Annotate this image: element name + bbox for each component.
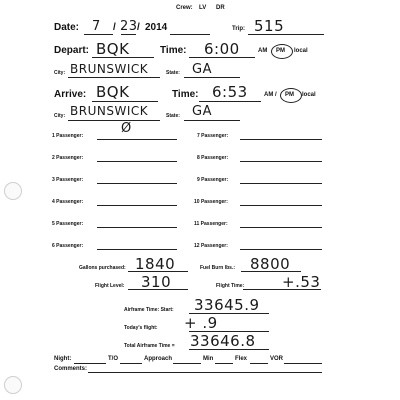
todays-flight-value: + .9 [184,314,218,332]
comments-label: Comments: [54,366,88,372]
passenger-8-label: 8 Passenger: [197,155,229,161]
date-day: 23 [120,19,138,34]
passenger-6-label: 6 Passenger: [52,243,84,249]
passenger-7-label: 7 Passenger: [197,133,229,139]
arrive-state-label: State: [166,113,180,119]
to-label: T/O [108,356,118,362]
depart-label: Depart: [54,45,90,56]
depart-am: AM [258,48,268,54]
passenger-12-label: 12 Passenger: [194,243,228,249]
date-sep: / [137,22,140,33]
arrive-label: Arrive: [54,89,87,100]
depart-airport: BQK [96,40,130,58]
passenger-10-label: 10 Passenger: [194,199,228,205]
todays-flight-label: Today's flight: [124,325,158,331]
flight-level-value: 310 [141,273,172,291]
depart-state-value: GA [192,62,212,77]
binder-hole [4,182,22,200]
airframe-start-value: 33645.9 [194,296,260,314]
total-airframe-label: Total Airframe Time = [124,343,175,349]
binder-hole [4,376,22,394]
passenger-9-label: 9 Passenger: [197,177,229,183]
gallons-purchased-value: 1840 [135,255,176,273]
date-year: 2014 [145,22,168,33]
crew-label: Crew: [176,5,193,11]
arrive-time-value: 6:53 [212,83,248,101]
depart-local: local [294,48,308,54]
min-label: Min [203,356,214,362]
flight-level-label: Flight Level: [95,283,125,289]
airframe-start-label: Airframe Time: Start: [124,307,174,313]
crew-lv: LV [199,5,207,11]
passenger-2-label: 2 Passenger: [52,155,84,161]
total-airframe-value: 33646.8 [190,332,256,350]
arrive-airport: BQK [96,83,130,101]
date-month: 7 [92,19,101,34]
vor-label: VOR [270,356,284,362]
depart-time-label: Time: [160,45,187,56]
crew-dr: DR [216,5,225,11]
passenger-1-mark: Ø [121,121,132,136]
approach-label: Approach [144,356,173,362]
passenger-3-label: 3 Passenger: [52,177,84,183]
fuel-burn-value: 8800 [250,255,291,273]
arrive-time-label: Time: [172,89,199,100]
depart-pm: PM [276,48,285,54]
depart-city-label: City: [54,70,66,76]
passenger-1-label: 1 Passenger: [52,133,84,139]
date-sep: / [113,22,116,33]
trip-label: Trip: [232,26,245,32]
night-label: Night: [54,356,72,362]
arrive-city-label: City: [54,113,66,119]
gallons-purchased-label: Gallons purchased: [79,265,126,271]
flight-time-value: +.53 [282,273,321,291]
date-label: Date: [54,22,80,33]
arrive-city-value: BRUNSWICK [70,104,149,118]
passenger-5-label: 5 Passenger: [52,221,84,227]
arrive-state-value: GA [192,104,212,119]
passenger-11-label: 11 Passenger: [194,221,228,227]
depart-time-value: 6:00 [204,40,240,58]
depart-state-label: State: [166,70,180,76]
passenger-4-label: 4 Passenger: [52,199,84,205]
depart-city-value: BRUNSWICK [70,62,149,76]
flight-time-label: Flight Time: [216,283,245,289]
arrive-am: AM / [264,92,277,98]
flex-label: Flex [235,356,248,362]
fuel-burn-label: Fuel Burn lbs.: [200,265,235,271]
arrive-pm: PM [285,92,294,98]
arrive-local: local [302,92,316,98]
trip-value: 515 [254,17,285,35]
